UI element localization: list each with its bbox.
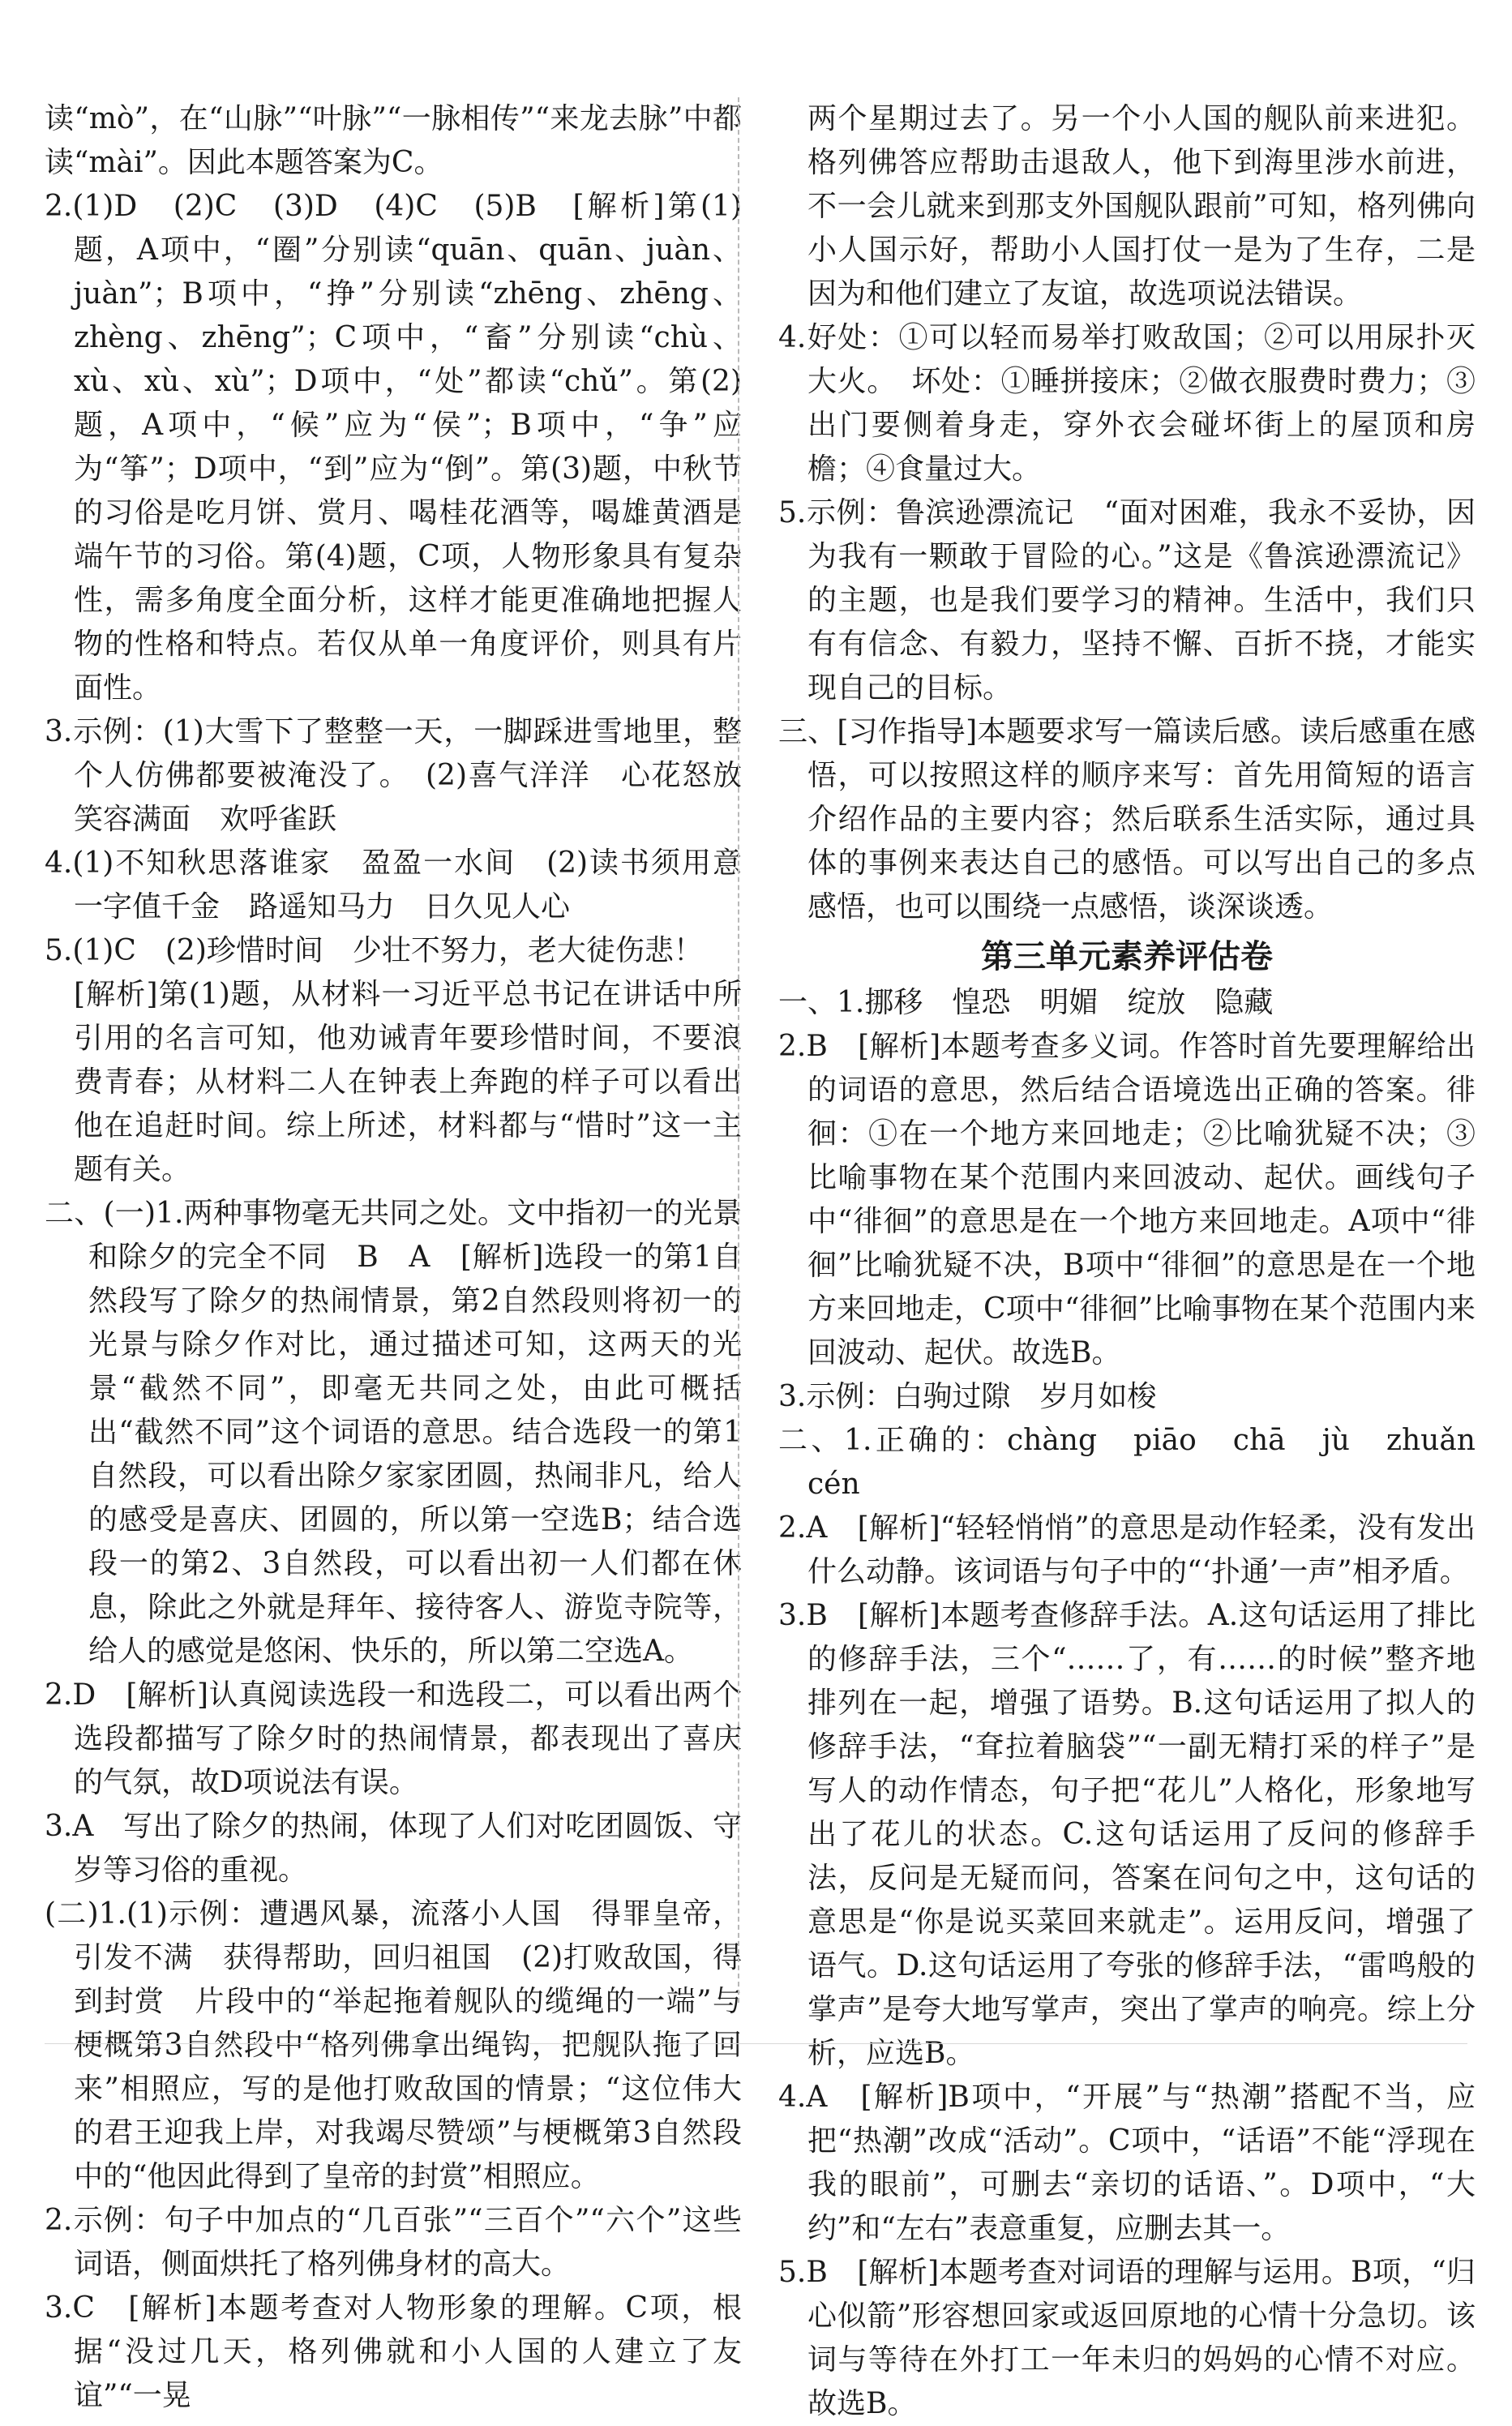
paragraph: 2.(1)D (2)C (3)D (4)C (5)B [解析]第(1)题，A项中，“圈”分别读“quān、quān、juàn、juàn”；B项中，“挣”分别读“zhēng、zhēng、zhèng、zhēng”；C项中，“畜”分别读“chù、xù、xù、xù”；D项中，“处”都读“chǔ”。第(2)题，A项中，“候”应为“侯”；B项中，“争”应为“筝”；D项中，“到”应为“倒”。第(3)题，中秋节的习俗是吃月饼、赏月、喝桂花酒等，喝雄黄酒是端午节的习俗。第(4)题，C项，人物形象具有复杂性，需多角度全面分析，这样才能更准确地把握人物的性格和特点。若仅从单一角度评价，则具有片面性。 — [45, 190, 742, 705]
paragraph: (二)1.(1)示例：遭遇风暴，流落小人国 得罪皇帝，引发不满 获得帮助，回归祖国 (2)打败敌国，得到封赏 片段中的“举起拖着舰队的缆绳的一端”与梗概第3自然段中“格列佛拿出绳钩，把舰队拖了回来”相照应，写的是他打败敌国的情景；“这位伟大的君王迎我上岸，对我竭尽赞颂”与梗概第3自然段中的“他因此得到了皇帝的封赏”相照应。 — [45, 1897, 742, 2193]
paragraph: 5.(1)C (2)珍惜时间 少壮不努力，老大徒伤悲！ — [45, 934, 703, 967]
paragraph: 3.B [解析]本题考查修辞手法。A.这句话运用了排比的修辞手法，三个“……了，有……的时候”整齐地排列在一起，增强了语势。B.这句话运用了拟人的修辞手法，“耷拉着脑袋”“一副无精打采的样子”是写人的动作情态，句子把“花儿”人格化，形象地写出了花儿的状态。C.这句话运用了反问的修辞手法，反问是无疑而问，答案在问句之中，这句话的意思是“你是说买菜回来就走”。运用反问，增强了语气。D.这句话运用了夸张的修辞手法，“雷鸣般的掌声”是夸大地写掌声，突出了掌声的响亮。综上分析，应选B。 — [778, 1599, 1476, 2070]
paragraph: 5.示例：鲁滨逊漂流记 “面对困难，我永不妥协，因为我有一颗敢于冒险的心。”这是《鲁滨逊漂流记》的主题，也是我们要学习的精神。生活中，我们只有有信念、有毅力，坚持不懈、百折不挠，才能实现自己的目标。 — [778, 496, 1476, 705]
right-column — [778, 97, 1506, 2426]
paragraph: 3.A 写出了除夕的热闹，体现了人们对吃团圆饭、守岁等习俗的重视。 — [45, 1810, 742, 1887]
paragraph: 4.(1)不知秋思落谁家 盈盈一水间 (2)读书须用意 一字值千金 路遥知马力 日久见人心 — [45, 847, 772, 924]
left-column — [45, 97, 772, 2418]
paragraph: 三、[习作指导]本题要求写一篇读后感。读后感重在感悟，可以按照这样的顺序来写：首先用简短的语言介绍作品的主要内容；然后联系生活实际，通过具体的事例来表达自己的感悟。可以写出自己的多点感悟，也可以围绕一点感悟，谈深谈透。 — [778, 715, 1476, 924]
paragraph: 读“mò”，在“山脉”“叶脉”“一脉相传”“来龙去脉”中都读“mài”。因此本题答案为C。 — [45, 102, 742, 179]
paragraph: 2.D [解析]认真阅读选段一和选段二，可以看出两个选段都描写了除夕时的热闹情景，都表现出了喜庆的气氛，故D项说法有误。 — [45, 1678, 742, 1799]
paragraph: 二、(一)1.两种事物毫无共同之处。文中指初一的光景和除夕的完全不同 B A [解析]选段一的第1自然段写了除夕的热闹情景，第2自然段则将初一的光景与除夕作对比，通过描述可知，这两天的光景“截然不同”，即毫无共同之处，由此可概括出“截然不同”这个词语的意思。结合选段一的第1自然段，可以看出除夕家家团圆，热闹非凡，给人的感受是喜庆、团圆的，所以第一空选B；结合选段一的第2、3自然段，可以看出初一人们都在休息，除此之外就是拜年、接待客人、游览寺院等，给人的感觉是悠闲、快乐的，所以第二空选A。 — [45, 1197, 742, 1668]
paragraph: 2.示例：句子中加点的“几百张”“三百个”“六个”这些词语，侧面烘托了格列佛身材的高大。 — [45, 2204, 742, 2281]
paragraph: 两个星期过去了。另一个小人国的舰队前来进犯。格列佛答应帮助击退敌人，他下到海里涉水前进，不一会儿就来到那支外国舰队跟前”可知，格列佛向小人国示好，帮助小人国打仗一是为了生存，二是因为和他们建立了友谊，故选项说法错误。 — [807, 102, 1476, 311]
footer-rule — [45, 2043, 1467, 2044]
paragraph: 2.A [解析]“轻轻悄悄”的意思是动作轻柔，没有发出什么动静。该词语与句子中的“‘扑通’一声”相矛盾。 — [778, 1511, 1476, 1588]
paragraph: 3.示例：(1)大雪下了整整一天，一脚踩进雪地里，整个人仿佛都要被淹没了。 (2)喜气洋洋 心花怒放 笑容满面 欢呼雀跃 — [45, 715, 772, 836]
paragraph: 4.A [解析]B项中，“开展”与“热潮”搭配不当，应把“热潮”改成“活动”。C项中，“话语”不能“浮现在我的眼前”，可删去“亲切的话语、”。D项中，“大约”和“左右”表意重复，应删去其一。 — [778, 2081, 1476, 2245]
paragraph: 一、1.挪移 惶恐 明媚 绽放 隐藏 — [778, 986, 1274, 1019]
paragraph: 2.B [解析]本题考查多义词。作答时首先要理解给出的词语的意思，然后结合语境选出正确的答案。徘徊：①在一个地方来回地走；②比喻犹疑不决；③比喻事物在某个范围内来回波动、起伏。画线句子中“徘徊”的意思是在一个地方来回地走。A项中“徘徊”比喻犹疑不决，B项中“徘徊”的意思是在一个地方来回地走，C项中“徘徊”比喻事物在某个范围内来回波动、起伏。故选B。 — [778, 1030, 1476, 1369]
paragraph: 二、1.正确的：chàng piāo chā jù zhuǎn cén — [778, 1424, 1506, 1501]
paragraph: [解析]第(1)题，从材料一习近平总书记在讲话中所引用的名言可知，他劝诫青年要珍惜时间，不要浪费青春；从材料二人在钟表上奔跑的样子可以看出他在追赶时间。综上所述，材料都与“惜时”这一主题有关。 — [74, 978, 742, 1186]
paragraph: 4.好处：①可以轻而易举打败敌国；②可以用尿扑灭大火。 坏处：①睡拼接床；②做衣服费时费力；③出门要侧着身走，穿外衣会碰坏街上的屋顶和房檐；④食量过大。 — [778, 321, 1476, 486]
paragraph: 3.示例：白驹过隙 岁月如梭 — [778, 1380, 1157, 1413]
column-divider — [738, 97, 739, 2003]
section-title: 第三单元素养评估卷 — [981, 938, 1273, 975]
paragraph: 3.C [解析]本题考查对人物形象的理解。C项，根据“没过几天，格列佛就和小人国的人建立了友谊”“一晃 — [45, 2291, 742, 2412]
paragraph: 5.B [解析]本题考查对词语的理解与运用。B项，“归心似箭”形容想回家或返回原地的心情十分急切。该词与等待在外打工一年未归的妈妈的心情不对应。故选B。 — [778, 2256, 1476, 2420]
